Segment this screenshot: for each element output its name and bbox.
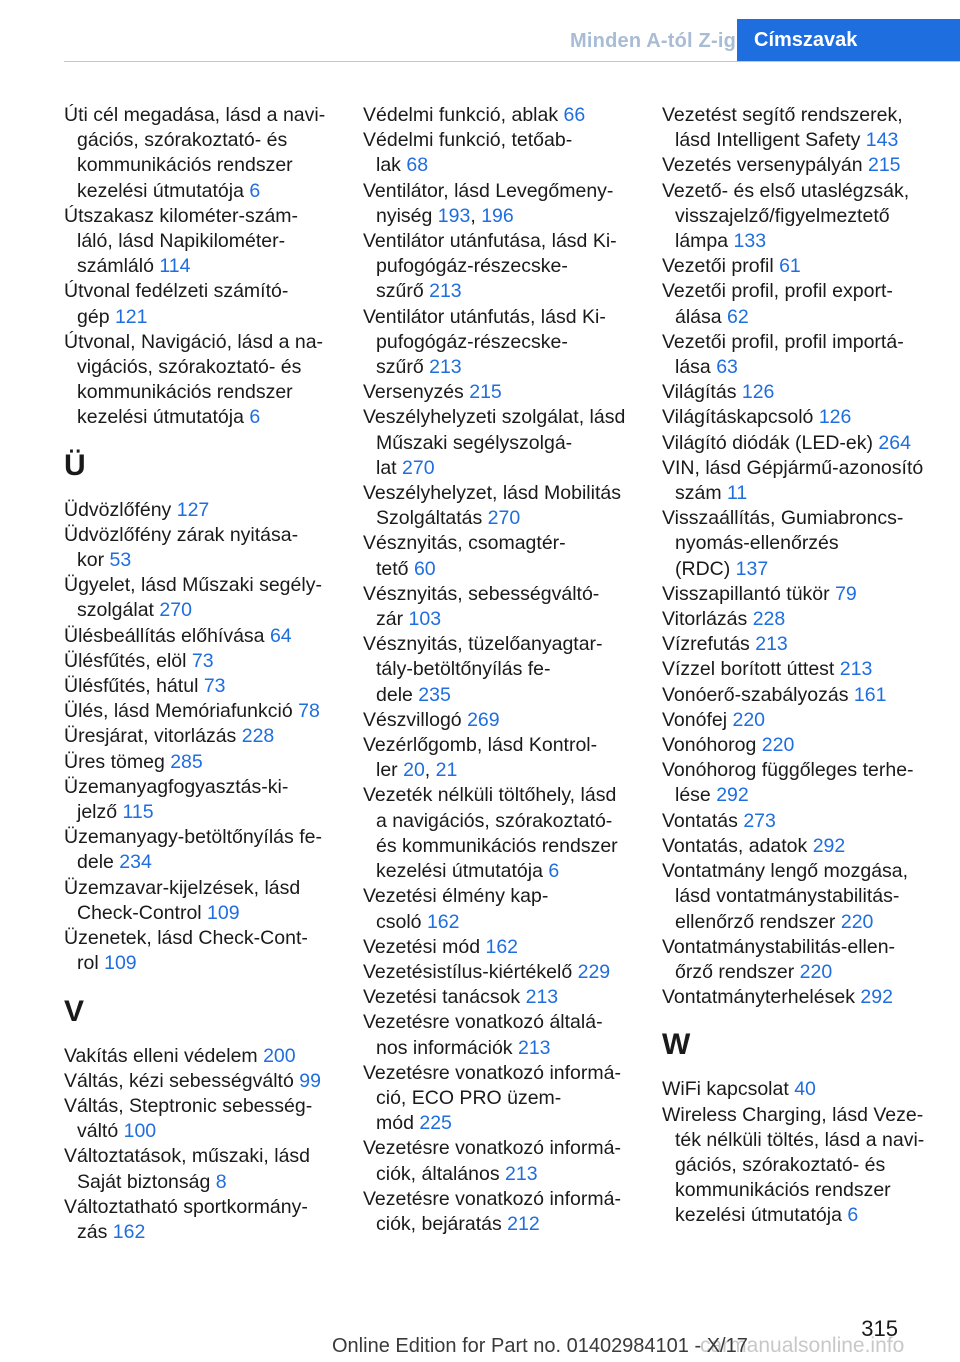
watermark: carmanualsonline.info <box>700 1334 905 1357</box>
index-entry-text: Vésznyitás, sebességváltó- <box>363 582 600 605</box>
index-entry <box>363 582 631 632</box>
page-reference-link[interactable]: 109 <box>207 901 240 924</box>
index-entry-text: jelző <box>77 801 123 824</box>
index-entry-text: Saját biztonság <box>77 1170 216 1193</box>
page-reference-link[interactable]: 220 <box>732 708 766 731</box>
index-entry-text: ték nélküli töltés, lásd a navi- <box>675 1128 925 1151</box>
index-entry-text: Visszapillantó tükör <box>662 582 836 605</box>
index-entry <box>662 431 930 456</box>
index-entry <box>363 783 631 884</box>
index-entry <box>363 884 631 934</box>
index-entry <box>662 330 930 380</box>
index-entry <box>64 1069 332 1094</box>
index-entry-text: lásd vontatmánystabilitás- <box>675 885 900 908</box>
page-reference-link[interactable]: 6 <box>847 1204 859 1227</box>
index-entry-text: Úti cél megadása, lásd a navi- <box>64 104 326 126</box>
index-entry <box>363 935 631 960</box>
page-reference-link[interactable]: 99 <box>299 1069 321 1092</box>
index-entry-text: Szolgáltatás <box>376 507 488 530</box>
index-entry <box>64 1044 332 1069</box>
index-entry-text: Vésznyitás, tüzelőanyagtar- <box>363 633 603 656</box>
index-entry <box>662 582 930 607</box>
index-entry-text: Vakítás elleni védelem <box>64 1044 264 1067</box>
index-entry <box>363 985 631 1010</box>
index-entry <box>64 330 332 431</box>
index-entry <box>64 825 332 875</box>
index-entry-text: Vezetésre vonatkozó informá- <box>363 1137 621 1160</box>
index-entry <box>662 834 930 859</box>
index-entry <box>363 380 631 405</box>
index-entry-text: Vezetői profil, profil export- <box>662 280 893 303</box>
index-entry-text: Vontatás <box>662 809 744 832</box>
index-entry-text: kor <box>77 549 110 572</box>
page-reference-link[interactable]: 292 <box>716 784 749 807</box>
page-reference-link[interactable]: 196 <box>481 204 514 227</box>
index-entry-text: lése <box>675 784 717 807</box>
index-entry-text: nyomás-ellenőrzés <box>675 532 839 555</box>
index-entry-text: Ülésbeállítás előhívása <box>64 624 270 647</box>
page-reference-link[interactable]: 213 <box>517 1036 551 1059</box>
page-reference-link[interactable]: 6 <box>249 406 261 429</box>
index-entry-text: számláló <box>77 255 160 278</box>
index-entry <box>64 573 332 623</box>
index-entry-text: Ventilátor utánfutás, lásd Ki- <box>363 305 606 328</box>
index-entry-text: Váltás, Steptronic sebesség- <box>64 1094 313 1117</box>
index-entry-text: Üzemzavar-kijelzések, lásd <box>64 876 301 899</box>
index-entry <box>64 1094 332 1144</box>
index-entry-text: Ülésfűtés, hátul <box>64 675 204 698</box>
index-entry-text: szám <box>675 482 728 505</box>
header-section-title: Minden A-tól Z-ig <box>570 30 736 52</box>
index-entry-text: Vontatás, adatok <box>662 834 813 857</box>
index-entry-text: lásd Intelligent Safety <box>675 129 866 152</box>
index-entry-text: Vezeték nélküli töltőhely, lásd <box>363 784 617 807</box>
index-entry <box>363 405 631 481</box>
index-entry-text: Vontatmányterhelések <box>662 986 861 1009</box>
page-reference-link[interactable]: 126 <box>818 406 852 429</box>
index-entry-text: vigációs, szórakoztató- és <box>77 356 302 379</box>
page-reference-link[interactable]: 213 <box>505 1162 538 1185</box>
index-letter-heading: Ü <box>64 448 86 482</box>
index-entry <box>64 1144 332 1194</box>
page-reference-link[interactable]: 215 <box>867 154 901 177</box>
page-reference-link[interactable]: 115 <box>122 801 154 824</box>
index-entry <box>363 1187 631 1237</box>
index-entry-text: nos információk <box>376 1036 518 1059</box>
index-entry-text: szolgálat <box>77 599 160 622</box>
page-reference-link[interactable]: 100 <box>123 1120 157 1143</box>
index-entry <box>64 674 332 699</box>
page-reference-link[interactable]: 66 <box>563 104 586 126</box>
index-entry <box>662 632 930 657</box>
index-entry-text: Veszélyhelyzeti szolgálat, lásd <box>363 406 626 429</box>
page-reference-link[interactable]: 162 <box>112 1220 146 1243</box>
index-entry <box>363 531 631 581</box>
page-reference-link[interactable]: 8 <box>215 1170 227 1193</box>
page-header <box>0 0 960 62</box>
index-entry <box>64 279 332 329</box>
page-reference-link[interactable]: 63 <box>716 356 738 379</box>
index-entry <box>662 657 930 682</box>
page-reference-link[interactable]: 228 <box>752 608 786 631</box>
page-reference-link[interactable]: 213 <box>839 658 873 681</box>
page-reference-link[interactable]: 270 <box>159 599 192 622</box>
index-entry-text: tető <box>376 557 414 580</box>
index-entry-text: Vezetési élmény kap- <box>363 885 549 908</box>
index-columns <box>64 103 934 1273</box>
page-reference-link[interactable]: 68 <box>406 154 429 177</box>
index-entry <box>64 204 332 280</box>
index-entry-text: (RDC) <box>675 557 736 580</box>
index-entry-text: Vezetést segítő rendszerek, <box>662 104 903 126</box>
index-entry-text: kezelési útmutatója <box>77 406 250 429</box>
index-entry-text: Vonófej <box>662 708 733 731</box>
index-entry-text: és kommunikációs rendszer <box>376 834 618 857</box>
index-entry-text: VIN, lásd Gépjármű-azonosító <box>662 456 924 479</box>
page-reference-link[interactable]: 73 <box>191 649 214 672</box>
page-number: 315 <box>861 1316 898 1341</box>
index-entry <box>64 775 332 825</box>
index-entry-text: Vezetői profil <box>662 255 780 278</box>
page-reference-link[interactable]: 264 <box>878 431 911 454</box>
index-entry <box>64 699 332 724</box>
index-entry-text: lak <box>376 154 407 177</box>
index-entry-text: Ventilátor utánfutása, lásd Ki- <box>363 230 617 253</box>
index-column-1 <box>64 103 332 1245</box>
index-entry-text: Ülésfűtés, elöl <box>64 649 192 672</box>
index-entry <box>363 1061 631 1137</box>
index-entry-text: Üzemanyagy-betöltőnyílás fe- <box>64 826 322 849</box>
index-entry-text: szűrő <box>376 356 430 379</box>
page-reference-link[interactable]: 292 <box>812 834 846 857</box>
page-reference-link[interactable]: 133 <box>733 230 767 253</box>
page-reference-link[interactable]: 269 <box>467 708 500 731</box>
edition-note: Online Edition for Part no. 01402984101 - X/17 <box>332 1335 748 1357</box>
page-reference-link[interactable]: 270 <box>402 456 435 479</box>
page-reference-link[interactable]: 228 <box>241 725 275 748</box>
page-reference-link[interactable]: 285 <box>170 750 203 773</box>
index-entry <box>64 724 332 749</box>
index-entry-text: Üres tömeg <box>64 750 171 773</box>
index-entry-text: Útvonal, Navigáció, lásd a na- <box>64 330 324 353</box>
index-entry: Vezérlőgomb, lásd Kontrol- ler 20, 21 <box>363 734 598 782</box>
index-entry <box>662 708 930 733</box>
index-entry-text: Változtatások, műszaki, lásd <box>64 1145 311 1168</box>
index-entry-text: lat <box>376 456 403 479</box>
index-entry <box>363 1010 631 1060</box>
index-entry-text: Vontatmánystabilitás-ellen- <box>662 935 896 958</box>
index-entry-text: őrző rendszer <box>675 960 800 983</box>
index-entry <box>64 498 332 523</box>
index-entry-text: álása <box>675 305 728 328</box>
index-entry-text: Vésznyitás, csomagtér- <box>363 532 566 555</box>
index-entry <box>662 254 930 279</box>
index-entry <box>363 960 631 985</box>
index-entry <box>64 926 332 976</box>
page-reference-link[interactable]: 193 <box>437 204 471 227</box>
index-entry-text: kommunikációs rendszer <box>77 381 293 404</box>
page-reference-link[interactable]: 62 <box>727 305 749 328</box>
index-entry <box>662 103 930 153</box>
page-reference-link[interactable]: 121 <box>114 305 148 328</box>
index-column-2 <box>363 103 631 1237</box>
page-reference-link[interactable]: 40 <box>794 1078 816 1101</box>
page-reference-link[interactable]: 220 <box>799 960 833 983</box>
index-entry <box>662 279 930 329</box>
index-entry-text: Visszaállítás, Gumiabroncs- <box>662 507 904 530</box>
index-entry-text: kezelési útmutatója <box>376 860 549 883</box>
index-entry-text: Ülés, lásd Memóriafunkció <box>64 700 299 723</box>
index-entry-text: váltó <box>77 1120 124 1143</box>
index-entry-text: Vonóhorog függőleges terhe- <box>662 759 914 782</box>
index-entry <box>363 1136 631 1186</box>
index-entry-text: Védelmi funkció, ablak <box>363 104 564 126</box>
page-reference-link[interactable]: 126 <box>741 381 775 404</box>
index-entry-text: Vonóerő-szabályozás <box>662 683 854 706</box>
index-entry <box>662 506 930 582</box>
index-entry: Ventilátor, lásd Levegőmeny- nyiség 193, 196 <box>363 179 614 227</box>
index-entry-text: Üdvözlőfény zárak nyitása- <box>64 523 299 546</box>
page-reference-link[interactable]: 60 <box>413 557 436 580</box>
index-entry-text: Vontatmány lengő mozgása, <box>662 860 909 883</box>
page-reference-link[interactable]: 234 <box>119 851 152 874</box>
index-entry-text: kommunikációs rendszer <box>77 154 293 177</box>
index-entry-text: szűrő <box>376 280 430 303</box>
header-rule <box>64 61 960 62</box>
index-entry-text: Vízrefutás <box>662 633 756 656</box>
page-reference-link[interactable]: 213 <box>525 986 559 1009</box>
index-entry-text: kezelési útmutatója <box>675 1204 848 1227</box>
index-entry <box>662 985 930 1010</box>
index-entry <box>64 876 332 926</box>
index-entry-text: WiFi kapcsolat <box>662 1078 795 1101</box>
index-entry-text: a navigációs, szórakoztató- <box>376 809 613 832</box>
index-entry-text: Veszélyhelyzet, lásd Mobilitás <box>363 482 621 505</box>
index-entry <box>64 624 332 649</box>
index-entry-text: láló, lásd Napikilométer- <box>77 230 286 253</box>
page-reference-link[interactable]: 6 <box>249 179 261 202</box>
page-reference-link[interactable]: 64 <box>269 624 292 647</box>
page-reference-link[interactable]: 273 <box>743 809 776 832</box>
index-entry <box>363 103 631 128</box>
index-letter-heading: W <box>662 1028 691 1062</box>
index-entry-text: Vezetésistílus-kiértékelő <box>363 960 578 983</box>
page-reference-link[interactable]: 220 <box>761 734 795 757</box>
index-entry-text: gációs, szórakoztató- és <box>77 129 288 152</box>
index-entry-text: Ventilátor, lásd Levegőmeny- <box>363 179 614 202</box>
page-reference-link[interactable]: 53 <box>109 549 132 572</box>
index-entry <box>662 758 930 808</box>
index-entry-text: dele <box>376 683 419 706</box>
page-reference-link[interactable]: 114 <box>159 255 191 278</box>
index-entry-text: Világító diódák (LED-ek) <box>662 431 879 454</box>
index-entry-text: Vízzel borított úttest <box>662 658 840 681</box>
index-entry <box>363 632 631 708</box>
page-reference-link[interactable]: 235 <box>418 683 451 706</box>
index-entry-text: Vezetés versenypályán <box>662 154 868 177</box>
page-reference-link[interactable]: 21 <box>435 759 458 782</box>
index-entry-text: Vezetésre vonatkozó informá- <box>363 1061 621 1084</box>
page-reference-link[interactable]: 212 <box>507 1212 540 1235</box>
page-reference-link[interactable]: 229 <box>577 960 611 983</box>
page-reference-link[interactable]: 292 <box>860 986 893 1009</box>
index-entry <box>64 1195 332 1245</box>
header-chapter-tab: Címszavak <box>737 19 960 62</box>
index-entry-text: dele <box>77 851 120 874</box>
index-entry-text: Vezetési mód <box>363 935 486 958</box>
page-reference-link[interactable]: 200 <box>263 1044 296 1067</box>
index-letter-heading: V <box>64 994 85 1028</box>
index-entry-text: Műszaki segélyszolgá- <box>376 431 573 454</box>
index-entry-text: Üresjárat, vitorlázás <box>64 725 242 748</box>
index-entry <box>662 809 930 834</box>
page-reference-link[interactable]: 61 <box>779 255 801 278</box>
index-entry-text: Útszakasz kilométer-szám- <box>64 204 299 227</box>
index-entry-text: ciók, bejáratás <box>376 1212 508 1235</box>
index-entry <box>363 481 631 531</box>
index-entry-text: rol <box>77 952 105 975</box>
index-entry-text: Check-Control <box>77 901 208 924</box>
index-entry <box>363 708 631 733</box>
index-entry <box>662 733 930 758</box>
page-reference-link[interactable]: 79 <box>835 582 857 605</box>
index-entry <box>662 456 930 506</box>
index-entry-text: lámpa <box>675 230 734 253</box>
page-reference-link[interactable]: 213 <box>429 356 462 379</box>
index-entry-text: Vészvillogó <box>363 708 468 731</box>
index-entry-text: Világítás <box>662 381 742 404</box>
page-reference-link[interactable]: 127 <box>176 498 210 521</box>
index-entry-text: Vezető- és első utaslégzsák, <box>662 179 910 202</box>
index-entry-text: kommunikációs rendszer <box>675 1179 891 1202</box>
index-entry-text: Vonóhorog <box>662 734 762 757</box>
index-entry-text: csoló <box>376 910 427 933</box>
index-entry-text: Versenyzés <box>363 381 470 404</box>
index-entry <box>662 405 930 430</box>
index-entry-text: zás <box>77 1220 113 1243</box>
page-reference-link[interactable]: 270 <box>487 507 521 530</box>
index-entry <box>64 103 332 204</box>
page-reference-link[interactable]: 162 <box>426 910 460 933</box>
index-entry-text: pufogógáz-részecske- <box>376 255 568 278</box>
index-entry-text: Üzenetek, lásd Check-Cont- <box>64 927 308 950</box>
page-reference-link[interactable]: 20 <box>403 759 425 782</box>
index-entry <box>64 750 332 775</box>
page-reference-link[interactable]: 11 <box>727 482 748 505</box>
page-reference-link[interactable]: 78 <box>298 700 320 723</box>
page-reference-link[interactable]: 213 <box>429 280 462 303</box>
page-reference-link[interactable]: 137 <box>735 557 769 580</box>
index-entry-text: ció, ECO PRO üzem- <box>376 1086 562 1109</box>
page-reference-link[interactable]: 213 <box>755 633 788 656</box>
index-entry <box>662 1103 930 1229</box>
index-entry-text: Vitorlázás <box>662 608 753 631</box>
page-reference-link[interactable]: 6 <box>548 860 560 883</box>
index-entry-text: Védelmi funkció, tetőab- <box>363 129 573 152</box>
page-reference-link[interactable]: 220 <box>840 910 874 933</box>
index-entry-text: ler <box>376 759 404 782</box>
index-entry-text: zár <box>376 608 409 631</box>
index-entry <box>64 649 332 674</box>
index-entry-text: ellenőrző rendszer <box>675 910 841 933</box>
index-entry-text: Vezetői profil, profil importá- <box>662 330 904 353</box>
page-reference-link[interactable]: 225 <box>419 1112 452 1135</box>
index-entry-text: visszajelző/figyelmeztető <box>675 204 890 227</box>
page-reference-link[interactable]: 109 <box>104 952 137 975</box>
index-entry <box>662 153 930 178</box>
index-entry-text: Wireless Charging, lásd Veze- <box>662 1103 924 1126</box>
index-entry-text: Vezetésre vonatkozó informá- <box>363 1187 621 1210</box>
index-entry-text: pufogógáz-részecske- <box>376 330 568 353</box>
index-entry-text: ciók, általános <box>376 1162 505 1185</box>
index-entry-text: Vezetésre vonatkozó általá- <box>363 1011 603 1034</box>
page-reference-link[interactable]: 215 <box>469 381 502 404</box>
index-entry <box>64 523 332 573</box>
page-reference-link[interactable]: 103 <box>408 608 442 631</box>
index-entry <box>662 935 930 985</box>
index-entry-text: lása <box>675 356 717 379</box>
page-reference-link[interactable]: 73 <box>203 675 226 698</box>
index-column-3 <box>662 103 930 1229</box>
index-entry <box>363 229 631 305</box>
index-entry <box>662 380 930 405</box>
index-entry-text: Világításkapcsoló <box>662 406 819 429</box>
index-entry-text: Üzemanyagfogyasztás-ki- <box>64 775 289 798</box>
index-entry-text: gép <box>77 305 115 328</box>
index-entry-text: mód <box>376 1112 420 1135</box>
page-reference-link[interactable]: 143 <box>865 129 899 152</box>
index-entry <box>363 305 631 381</box>
index-entry <box>662 1077 930 1102</box>
index-entry-text: Ügyelet, lásd Műszaki segély- <box>64 574 322 597</box>
index-entry-text: Változtatható sportkormány- <box>64 1195 308 1218</box>
index-entry <box>363 128 631 178</box>
index-entry <box>662 859 930 935</box>
index-entry <box>662 683 930 708</box>
index-entry <box>662 179 930 255</box>
page-reference-link[interactable]: 161 <box>853 683 887 706</box>
index-entry-text: tály-betöltőnyílás fe- <box>376 658 551 681</box>
index-entry-text: Váltás, kézi sebességváltó <box>64 1069 300 1092</box>
index-entry-text: kezelési útmutatója <box>77 179 250 202</box>
index-entry-text: Vezérlőgomb, lásd Kontrol- <box>363 734 598 757</box>
index-entry <box>662 607 930 632</box>
index-entry-text: Üdvözlőfény <box>64 498 177 521</box>
index-entry-text: nyiség <box>376 204 438 227</box>
index-entry-text: gációs, szórakoztató- és <box>675 1153 886 1176</box>
page-reference-link[interactable]: 162 <box>485 935 519 958</box>
index-entry-text: Útvonal fedélzeti számító- <box>64 280 289 303</box>
index-entry-text: Vezetési tanácsok <box>363 986 526 1009</box>
